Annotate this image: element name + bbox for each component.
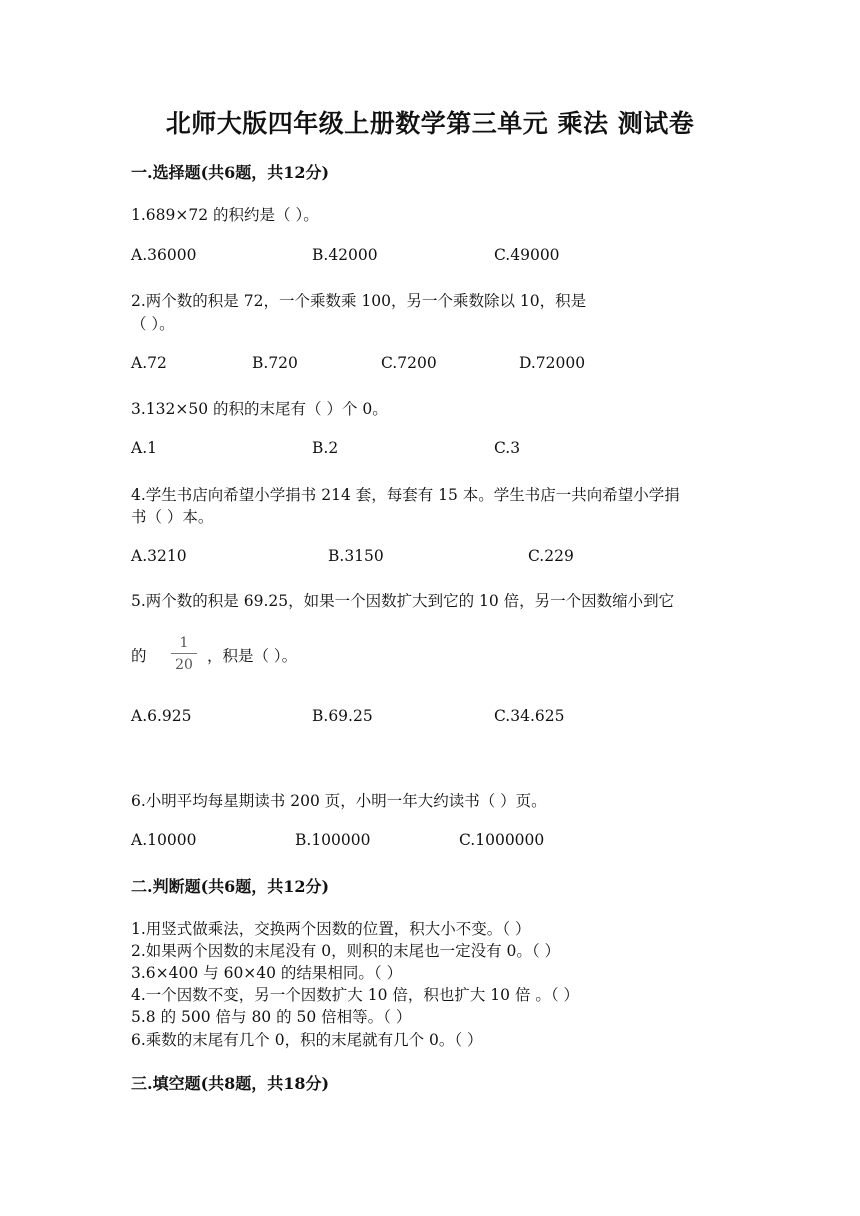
q4-option-a: A.3210 <box>131 547 187 565</box>
q1-option-b: B.42000 <box>312 246 378 264</box>
question-6: 6.小明平均每星期读书 200 页，小明一年大约读书（ ）页。 <box>131 792 547 810</box>
question-5-pre: 的 <box>131 647 147 665</box>
section-heading-fill-in: 三.填空题(共8题，共18分) <box>131 1074 330 1093</box>
q1-option-c: C.49000 <box>494 246 560 264</box>
q5-option-a: A.6.925 <box>131 707 192 725</box>
q2-option-a: A.72 <box>131 354 167 372</box>
section-heading-judgement: 二.判断题(共6题，共12分) <box>131 877 330 896</box>
q5-option-b: B.69.25 <box>312 707 373 725</box>
q3-option-a: A.1 <box>131 439 157 457</box>
fraction-one-twentieth <box>168 636 200 672</box>
q2-option-b: B.720 <box>252 354 298 372</box>
q2-option-d: D.72000 <box>519 354 586 372</box>
q3-option-c: C.3 <box>494 439 521 457</box>
question-5-line1: 5.两个数的积是 69.25，如果一个因数扩大到它的 10 倍，另一个因数缩小到它 <box>131 592 675 610</box>
q2-option-c: C.7200 <box>381 354 437 372</box>
q6-option-a: A.10000 <box>131 831 197 849</box>
question-5-post: ，积是（ ）。 <box>207 647 298 665</box>
q1-option-a: A.36000 <box>131 246 197 264</box>
q6-option-c: C.1000000 <box>459 831 545 849</box>
fraction-bar <box>171 653 197 654</box>
judgement-item-6: 6.乘数的末尾有几个 0，积的末尾就有几个 0。（ ） <box>131 1031 483 1049</box>
judgement-item-3: 3.6×400 与 60×40 的结果相同。（ ） <box>131 964 403 982</box>
question-4-line2: 书（ ）本。 <box>131 508 214 526</box>
judgement-item-2: 2.如果两个因数的末尾没有 0，则积的末尾也一定没有 0。（ ） <box>131 942 561 960</box>
q6-option-b: B.100000 <box>295 831 371 849</box>
question-2-line2: （ ）。 <box>131 315 175 333</box>
question-2-line1: 2.两个数的积是 72，一个乘数乘 100，另一个乘数除以 10，积是 <box>131 292 587 310</box>
q3-option-b: B.2 <box>312 439 339 457</box>
fraction-denominator: 20 <box>175 657 193 673</box>
q4-option-c: C.229 <box>528 547 574 565</box>
question-4-line1: 4.学生书店向希望小学捐书 214 套，每套有 15 本。学生书店一共向希望小学捐 <box>131 486 680 504</box>
fraction-numerator: 1 <box>179 635 189 651</box>
section-heading-choice: 一.选择题(共6题，共12分) <box>131 163 330 182</box>
judgement-item-4: 4.一个因数不变，另一个因数扩大 10 倍，积也扩大 10 倍 。（ ） <box>131 986 580 1004</box>
q4-option-b: B.3150 <box>328 547 384 565</box>
question-1: 1.689×72 的积约是（ ）。 <box>131 206 319 224</box>
judgement-item-1: 1.用竖式做乘法，交换两个因数的位置，积大小不变。（ ） <box>131 920 531 938</box>
question-3: 3.132×50 的积的末尾有（ ）个 0。 <box>131 400 388 418</box>
page-title: 北师大版四年级上册数学第三单元 乘法 测试卷 <box>165 109 695 138</box>
q5-option-c: C.34.625 <box>494 707 565 725</box>
judgement-item-5: 5.8 的 500 倍与 80 的 50 倍相等。（ ） <box>131 1008 412 1026</box>
